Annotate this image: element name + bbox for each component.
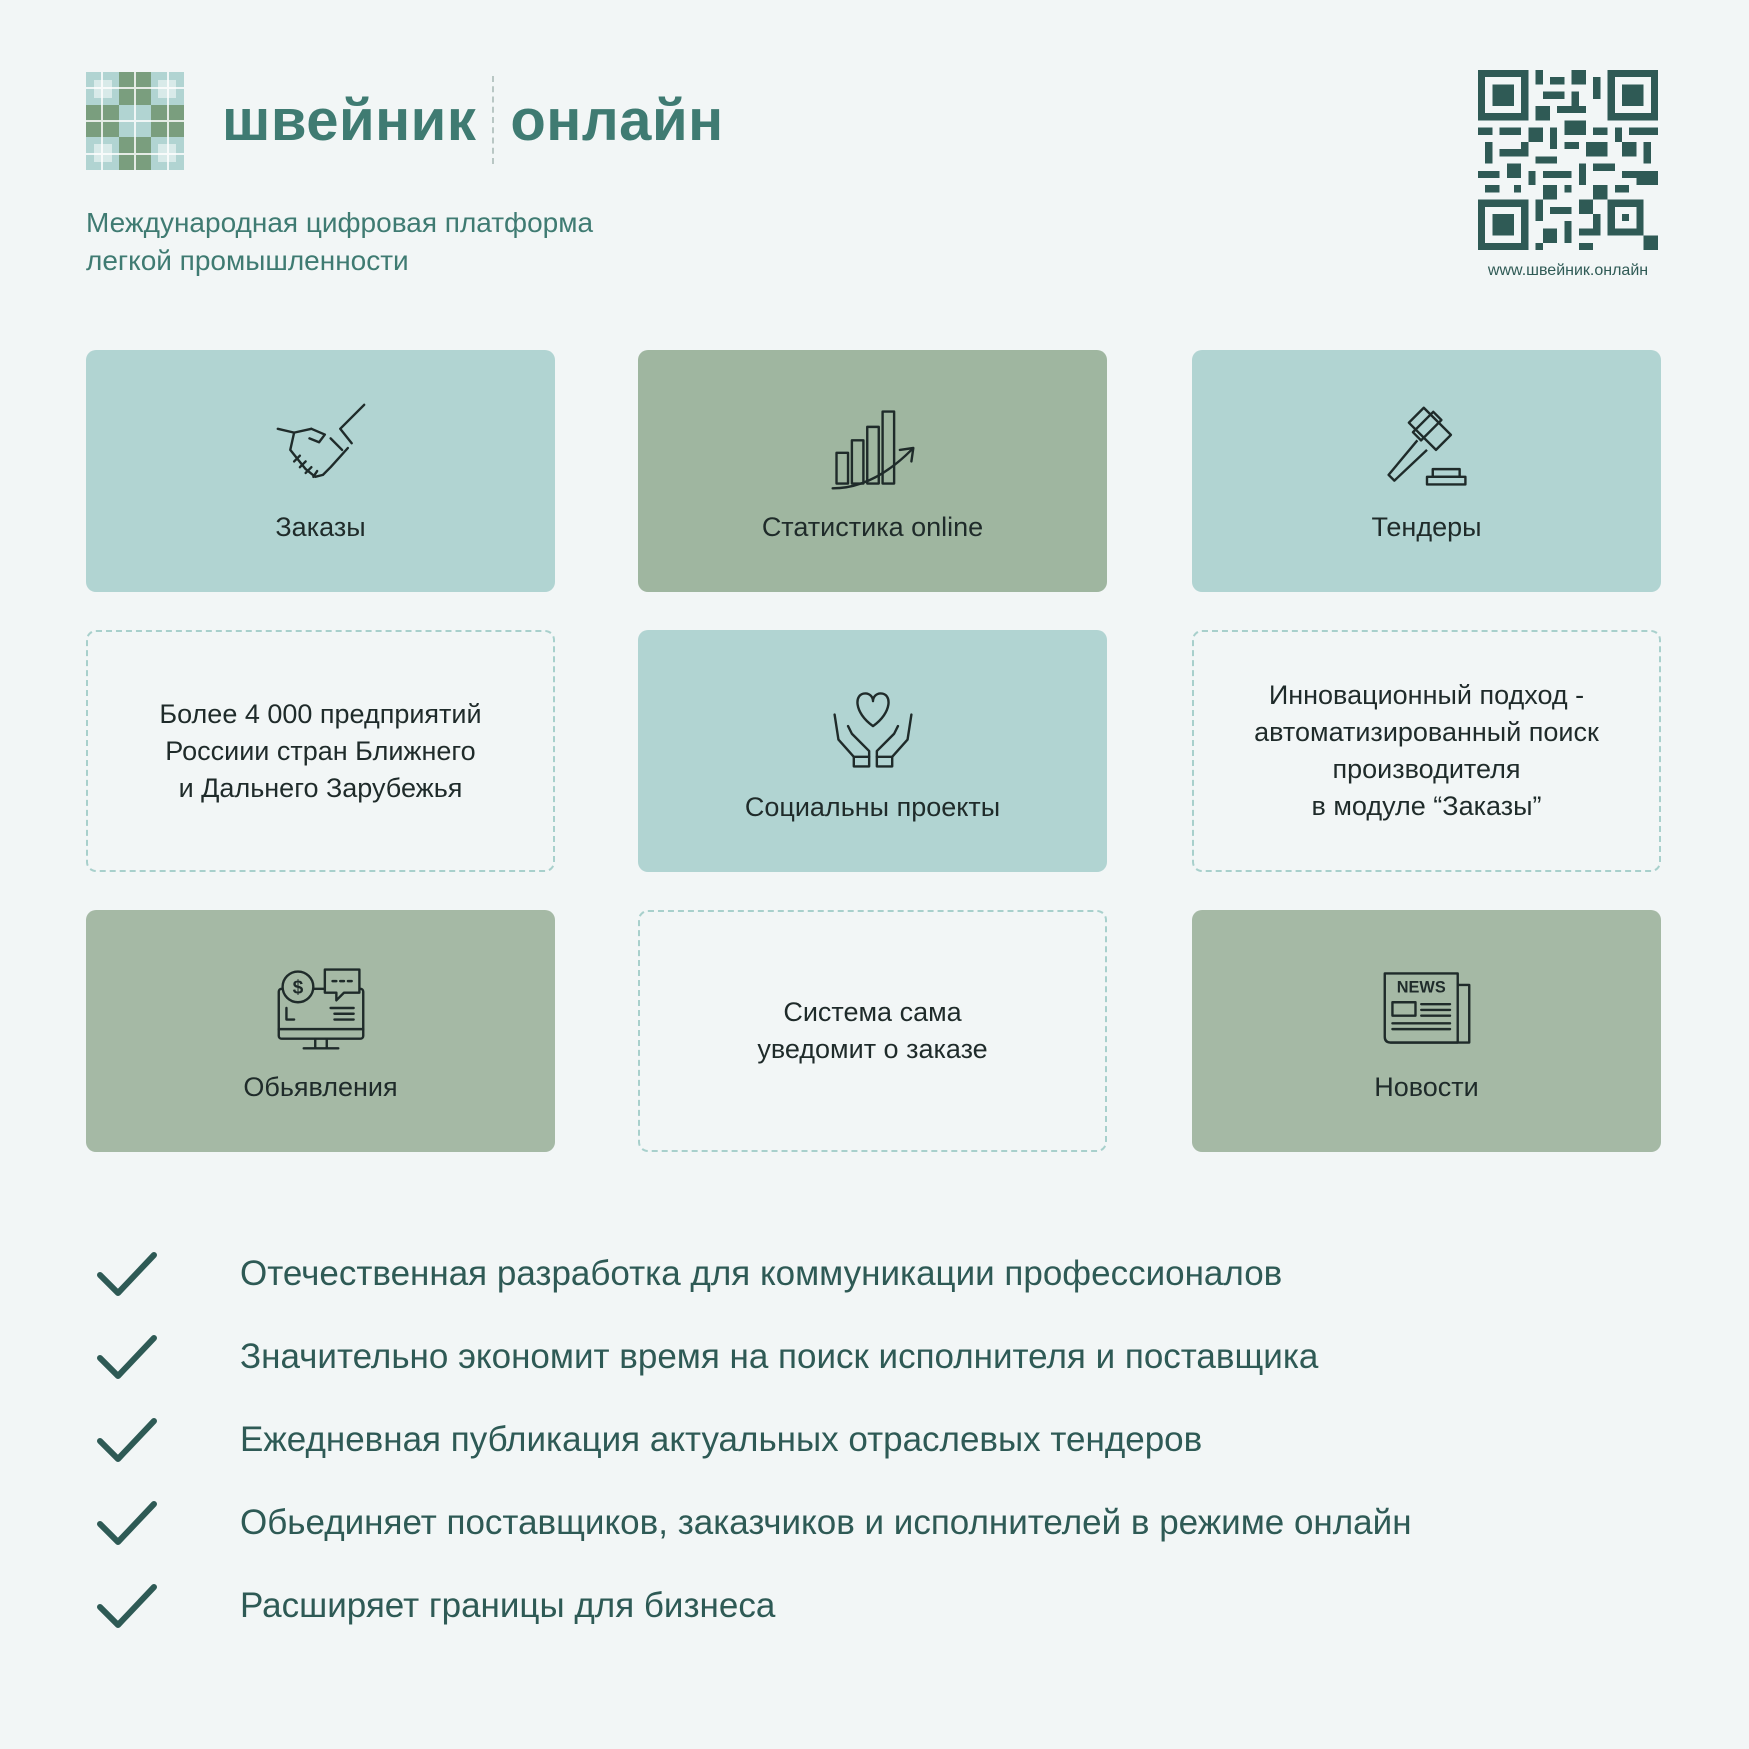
logo-mark-icon [86,72,184,170]
card-text-line: уведомит о заказе [757,1034,988,1064]
benefit-text: Обьединяет поставщиков, заказчиков и исполнителей в режиме онлайн [240,1502,1412,1542]
card-text-line: Россиии стран Ближнего [165,735,476,766]
benefit-text: Значительно экономит время на поиск исполнителя и поставщика [240,1336,1319,1376]
card-label: Заказы [275,511,366,542]
brand-word-right: онлайн [510,87,724,153]
benefit-text: Ежедневная публикация актуальных отраслевых тендеров [240,1419,1203,1459]
feature-grid [86,350,1661,1155]
card-ads[interactable] [86,910,555,1152]
card-label: Социальны проекты [744,791,1001,822]
brand-divider [492,76,494,164]
benefits-list [96,1232,1656,1647]
card-text [757,994,987,1068]
bar-chart-icon [825,400,921,496]
site-url[interactable]: www.швейник.онлайн [1487,262,1649,279]
tagline-line: Международная цифровая платформа [86,207,594,238]
benefit-item [96,1315,1656,1398]
card-text-line: Инновационный подход - [1268,680,1585,710]
qr-code-icon[interactable] [1478,70,1658,250]
card-notification [638,910,1107,1152]
card-statistics[interactable] [638,350,1107,592]
card-social-projects[interactable] [638,630,1107,872]
benefit-item [96,1232,1656,1315]
card-text-line: автоматизированный поиск [1254,717,1599,747]
tagline [86,204,593,280]
card-text [1254,677,1599,825]
tagline-line: легкой промышленности [86,245,409,276]
card-text-line: производителя [1332,754,1521,784]
card-label: Обьявления [243,1071,398,1102]
card-text-line: Более 4 000 предприятий [159,698,482,729]
card-orders[interactable] [86,350,555,592]
card-text-line: Система сама [783,997,962,1027]
header [86,70,1666,300]
checkmark-icon [96,1249,158,1299]
card-label: Тендеры [1371,511,1482,542]
benefit-item [96,1398,1656,1481]
card-enterprises [86,630,555,872]
benefit-item [96,1481,1656,1564]
gavel-icon [1379,400,1475,496]
benefit-item [96,1564,1656,1647]
svg-text:$: $ [292,977,303,999]
card-tenders[interactable] [1192,350,1661,592]
monitor-ads-icon [273,960,369,1056]
brand-name [222,70,724,170]
heart-hands-icon [825,680,921,776]
checkmark-icon [96,1415,158,1465]
benefit-text: Расширяет границы для бизнеса [240,1585,776,1625]
checkmark-icon [96,1332,158,1382]
card-innovation [1192,630,1661,872]
card-label: Статистика online [761,511,984,542]
handshake-icon [273,400,369,496]
benefit-text: Отечественная разработка для коммуникации профессионалов [240,1253,1283,1293]
card-text-line: и Дальнего Зарубежья [178,772,463,803]
svg-text:NEWS: NEWS [1396,978,1446,997]
card-news[interactable] [1192,910,1661,1152]
card-label: Новости [1374,1071,1479,1102]
brand-word-left: швейник [222,87,477,153]
newspaper-icon [1379,960,1475,1056]
checkmark-icon [96,1498,158,1548]
card-text [159,696,481,807]
card-text-line: в модуле “Заказы” [1311,791,1542,821]
checkmark-icon [96,1581,158,1631]
